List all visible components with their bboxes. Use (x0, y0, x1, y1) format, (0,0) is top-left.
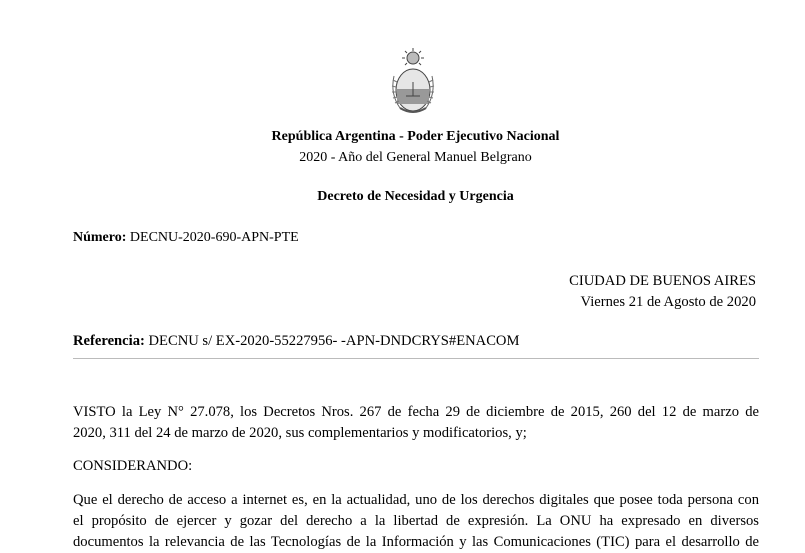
paragraph-line-3: documentos la relevancia de las Tecnologías de la Información y las Comunicaciones (TIC) para el desarrollo de (73, 534, 759, 550)
coat-of-arms-icon (388, 46, 438, 116)
reference-value: DECNU s/ EX-2020-55227956- -APN-DNDCRYS#ENACOM (148, 333, 520, 349)
country-header: República Argentina - Poder Ejecutivo Nacional (271, 129, 560, 144)
reference (73, 333, 519, 350)
considerando-heading: CONSIDERANDO: (73, 458, 193, 474)
city: CIUDAD DE BUENOS AIRES (569, 273, 756, 289)
considerando-paragraph-1 (73, 490, 759, 553)
document-number (73, 230, 299, 246)
number-label: Número: (73, 230, 127, 245)
visto-line-1: VISTO la Ley N° 27.078, los Decretos Nros. 267 de fecha 29 de diciembre de 2015, 260 del 12 de marzo de (73, 404, 759, 420)
document-date: Viernes 21 de Agosto de 2020 (580, 294, 756, 310)
reference-label: Referencia: (73, 333, 145, 349)
paragraph-line-1: Que el derecho de acceso a internet es, en la actualidad, uno de los derechos digitales que posee toda persona con (73, 492, 759, 508)
divider (73, 358, 759, 359)
number-value: DECNU-2020-690-APN-PTE (129, 230, 299, 245)
year-motto: 2020 - Año del General Manuel Belgrano (299, 150, 532, 165)
document-type-title: Decreto de Necesidad y Urgencia (317, 189, 514, 204)
paragraph-line-2: el propósito de ejercer y gozar del derecho a la libertad de expresión. La ONU ha expresado en diversos (73, 513, 759, 529)
visto-paragraph (73, 402, 759, 444)
visto-line-2: 2020, 311 del 24 de marzo de 2020, sus complementarios y modificatorios, y; (73, 425, 527, 441)
